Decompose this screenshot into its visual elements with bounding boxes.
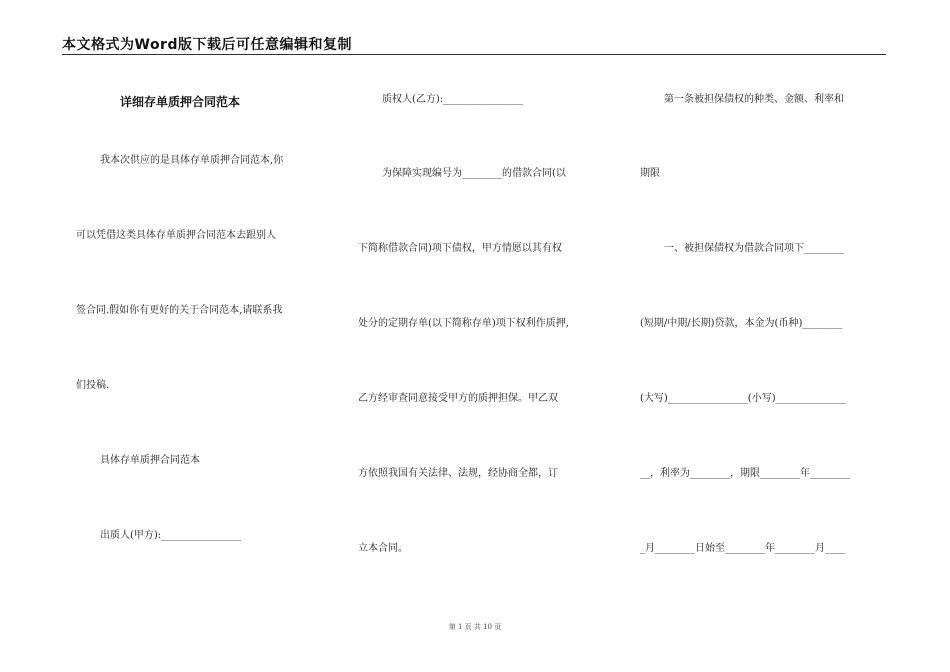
col1-line-4: 们投稿. (76, 380, 110, 391)
col2-line-4: 处分的定期存单(以下简称存单)项下权利作质押, (358, 318, 569, 329)
col2-line-5: 乙方经审查同意接受甲方的质押担保。甲乙双 (358, 393, 558, 404)
col3-line-1: 第一条被担保债权的种类、金额、利率和 (664, 94, 844, 105)
col1-line-1: 我本次供应的是具体存单质押合同范本,你 (100, 155, 284, 166)
col2-line-1: 质权人(乙方):________________ (382, 94, 524, 105)
col2-line-7: 立本合同。 (358, 543, 408, 554)
document-header: 本文格式为Word版下载后可任意编辑和复制 (62, 37, 352, 53)
document-title: 详细存单质押合同范本 (120, 95, 241, 109)
col3-line-4: (短期/中期/长期)贷款，本金为(币种)________ (640, 318, 843, 329)
col3-line-2: 期限 (640, 168, 660, 179)
col3-line-6: __，利率为________，期限________年________ (640, 468, 850, 479)
col1-line-3: 签合同.假如你有更好的关于合同范本,请联系我 (76, 305, 283, 316)
page-number-footer: 第 1 页 共 10 页 (448, 623, 502, 631)
col1-line-5: 具体存单质押合同范本 (100, 455, 200, 466)
col3-line-3: 一、被担保债权为借款合同项下________ (664, 243, 844, 254)
col3-line-7: _月________日始至________年________月____ (640, 543, 845, 554)
col1-line-6: 出质人(甲方):________________ (100, 530, 242, 541)
col3-line-5: (大写)________________(小写)______________ (640, 393, 846, 404)
col2-line-2: 为保障实现编号为________的借款合同(以 (382, 168, 566, 179)
col2-line-3: 下简称借款合同)项下债权，甲方情愿以其有权 (358, 243, 562, 254)
col2-line-6: 方依照我国有关法律、法规，经协商全都，订 (358, 468, 558, 479)
header-rule (62, 54, 886, 55)
col1-line-2: 可以凭借这类具体存单质押合同范本去跟别人 (76, 230, 276, 241)
